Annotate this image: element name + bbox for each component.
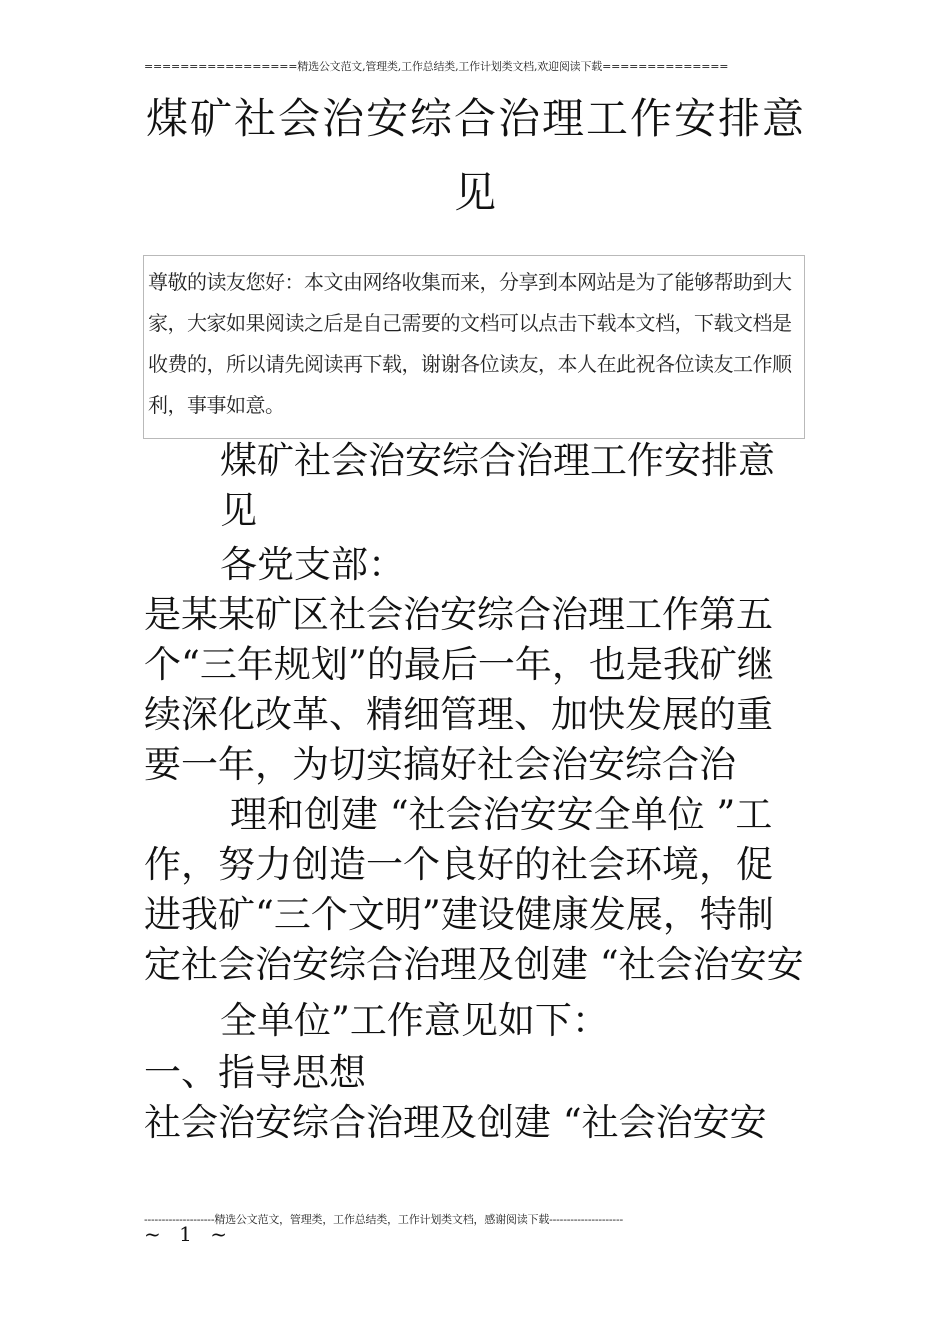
document-title-line-2: 见 [453,168,498,217]
reader-notice-text: 尊敬的读友您好：本文由网络收集而来，分享到本网站是为了能够帮助到大家，大家如果阅读之后是自己需要的文档可以点击下载本文档，下载文档是收费的，所以请先阅读再下载，谢谢各位读友，本人在此祝各位读友工作顺利，事事如意。 [148,270,792,417]
body-heading-line-1: 煤矿社会治安综合治理工作安排意 [220,439,775,482]
paragraph-2: 作，努力创造一个良好的社会环境，促进我矿“三个文明”建设健康发展，特制定社会治安综合治理及创建 “社会治安安 [144,843,804,986]
salutation: 各党支部： [220,543,405,586]
paragraph-3: 全单位”工作意见如下： [220,999,609,1042]
footer-banner: --------------------精选公文范文，管理类，工作总结类，工作计划类文档，感谢阅读下载--------------------- [144,1213,623,1226]
section-heading-1: 一、指导思想 [144,1051,366,1094]
header-banner: =================精选公文范文,管理类,工作总结类,工作计划类文档,欢迎阅读下载============== [144,60,729,73]
body-heading-line-2: 见 [220,489,257,532]
body-heading [144,436,808,536]
document-title-line-1: 煤矿社会治安综合治理工作安排意 [145,94,806,143]
paragraph-2-first-line: 理和创建 “社会治安安全单位 ”工 [230,793,773,836]
paragraph-1: 是某某矿区社会治安综合治理工作第五个“三年规划”的最后一年，也是我矿继续深化改革、精细管理、加快发展的重要一年，为切实搞好社会治安综合治 [144,593,774,786]
document-body [144,436,808,1148]
reader-notice-box [143,255,805,439]
page-number: ~ 1 ~ [144,1222,233,1246]
paragraph-4: 社会治安综合治理及创建 “社会治安安 [144,1101,767,1144]
